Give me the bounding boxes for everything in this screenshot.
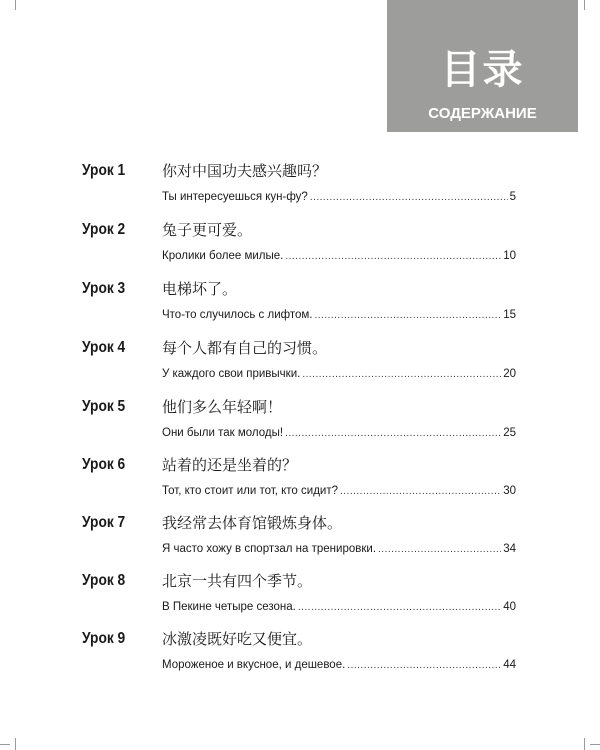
toc-entry-2[interactable]: [0, 220, 600, 270]
lesson-title-russian: Ты интересуешься кун-фу?: [162, 191, 308, 203]
toc-entry-1[interactable]: [0, 161, 600, 211]
toc-entry-5[interactable]: [0, 397, 600, 447]
lesson-number: Урок 7: [82, 514, 126, 531]
lesson-title-russian: Они были так молоды!: [162, 427, 284, 439]
lesson-number: Урок 5: [82, 398, 126, 415]
page-number: 20: [503, 368, 516, 380]
lesson-title-russian: Мороженое и вкусное, и дешевое.: [162, 659, 346, 671]
dot-leader: [302, 367, 501, 383]
lesson-number: Урок 9: [82, 630, 126, 647]
lesson-title-chinese: 他们多么年轻啊！: [162, 398, 283, 416]
dot-leader: [310, 190, 508, 206]
toc-entry-7[interactable]: [0, 513, 600, 563]
lesson-title-row: [162, 541, 516, 557]
dot-leader: [285, 249, 501, 265]
page-number: 5: [509, 191, 516, 203]
lesson-title-row: [162, 366, 516, 382]
lesson-title-chinese: 我经常去体育馆锻炼身体。: [162, 514, 343, 532]
lesson-title-chinese: 每个人都有自己的习惯。: [162, 339, 328, 357]
lesson-title-russian: Я часто хожу в спортзал на тренировки.: [162, 543, 377, 555]
lesson-number: Урок 6: [82, 456, 126, 473]
dot-leader: [314, 308, 501, 324]
dot-leader: [298, 600, 501, 616]
toc-entry-6[interactable]: [0, 455, 600, 505]
lesson-title-chinese: 冰激凌既好吃又便宜。: [162, 630, 313, 648]
dot-leader: [340, 484, 501, 500]
lesson-title-chinese: 电梯坏了。: [162, 280, 238, 298]
page-number: 44: [503, 659, 516, 671]
lesson-title-russian: Кролики более милые.: [162, 250, 284, 262]
lesson-title-chinese: 站着的还是坐着的？: [162, 456, 298, 474]
lesson-title-row: [162, 425, 516, 441]
page-number: 40: [503, 601, 516, 613]
lesson-title-chinese: 北京一共有四个季节。: [162, 572, 313, 590]
page-number: 30: [503, 485, 516, 497]
lesson-title-russian: В Пекине четыре сезона.: [162, 601, 296, 613]
lesson-title-russian: У каждого свои привычки.: [162, 368, 301, 380]
toc-entry-8[interactable]: [0, 571, 600, 621]
lesson-title-row: [162, 189, 516, 205]
lesson-title-russian: Что-то случилось с лифтом.: [162, 309, 313, 321]
lesson-number: Урок 1: [82, 162, 126, 179]
toc-title: 目录: [440, 47, 525, 93]
page-number: 15: [503, 309, 516, 321]
lesson-number: Урок 4: [82, 339, 126, 356]
page-number: 25: [503, 427, 516, 439]
lesson-title-russian: Тот, кто стоит или тот, кто сидит?: [162, 485, 338, 497]
lesson-number: Урок 2: [82, 221, 126, 238]
lesson-number: Урок 3: [82, 280, 126, 297]
dot-leader: [378, 542, 501, 558]
toc-entry-4[interactable]: [0, 338, 600, 388]
toc-entry-3[interactable]: [0, 279, 600, 329]
toc-entry-9[interactable]: [0, 629, 600, 679]
page-number: 10: [503, 250, 516, 262]
lesson-number: Урок 8: [82, 572, 126, 589]
lesson-title-row: [162, 307, 516, 323]
page-number: 34: [503, 543, 516, 555]
lesson-title-row: [162, 248, 516, 264]
lesson-title-row: [162, 483, 516, 499]
lesson-title-row: [162, 657, 516, 673]
toc-subtitle: СОДЕРЖАНИЕ: [428, 105, 537, 122]
lesson-title-row: [162, 599, 516, 615]
dot-leader: [285, 426, 501, 442]
lesson-title-chinese: 你对中国功夫感兴趣吗？: [162, 162, 328, 180]
dot-leader: [347, 658, 501, 674]
lesson-title-chinese: 兔子更可爱。: [162, 221, 253, 239]
